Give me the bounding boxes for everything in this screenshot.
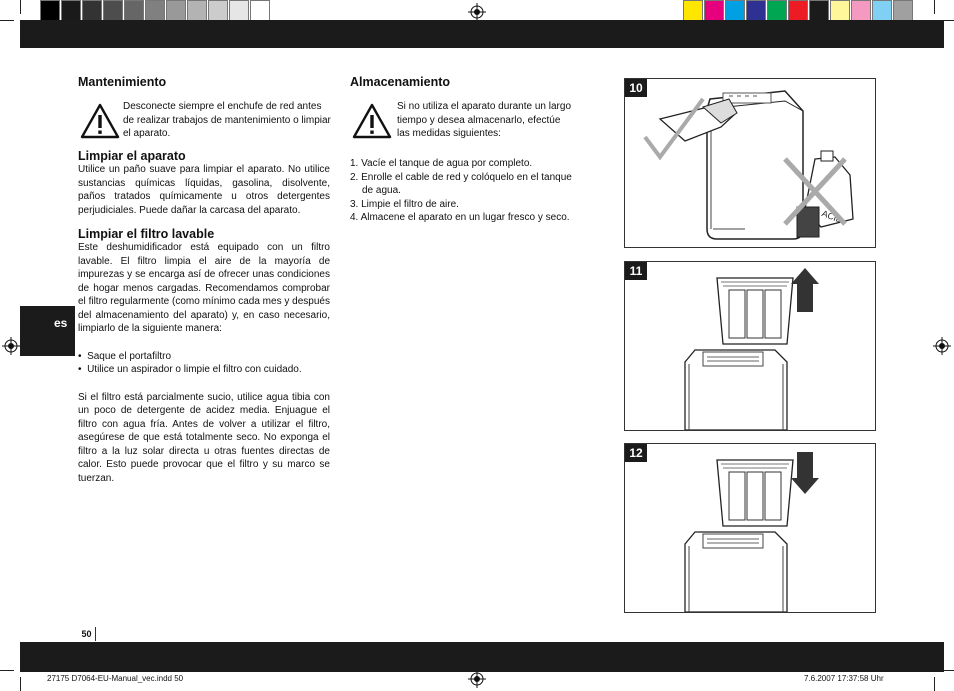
color-swatch xyxy=(767,0,787,21)
color-swatch xyxy=(788,0,808,21)
warning-box xyxy=(78,89,330,147)
cleaning-illustration xyxy=(625,79,875,247)
crop-mark xyxy=(934,0,935,14)
color-swatch xyxy=(746,0,766,21)
warning-box xyxy=(350,89,572,147)
list-item: • Utilice un aspirador o limpie el filtro con cuidado. xyxy=(78,364,302,375)
figure-number: 10 xyxy=(625,79,647,97)
section-title-limpiar-filtro: Limpiar el filtro lavable xyxy=(78,227,215,241)
color-swatch xyxy=(103,0,123,21)
bullet-list xyxy=(78,350,330,377)
registration-mark-icon xyxy=(468,3,486,21)
footer-bar xyxy=(20,642,944,672)
color-swatch xyxy=(809,0,829,21)
color-swatch xyxy=(893,0,913,21)
color-swatch xyxy=(851,0,871,21)
list-item: 2. Enrolle el cable de red y colóquelo en el tanque de agua. xyxy=(350,171,572,196)
figure-10 xyxy=(624,78,876,248)
color-swatch xyxy=(61,0,81,21)
filter-remove-illustration xyxy=(625,262,875,430)
color-swatch xyxy=(229,0,249,21)
section-title-limpiar-aparato: Limpiar el aparato xyxy=(78,149,186,163)
color-swatch xyxy=(830,0,850,21)
color-swatch xyxy=(166,0,186,21)
crop-mark xyxy=(0,670,14,671)
warning-text: Desconecte siempre el enchufe de red antes de realizar trabajos de mantenimiento o limpiar el aparato. xyxy=(123,101,331,139)
figure-12 xyxy=(624,443,876,613)
color-swatch xyxy=(187,0,207,21)
paragraph: Utilice un paño suave para limpiar el aparato. No utilice sustancias químicas líquidas, gasolina, disolvente, paños tratados químicamente u otros detergentes perjudiciales. Puede dañar la carcasa del aparato. xyxy=(78,164,330,216)
color-swatch xyxy=(250,0,270,21)
page-number: 50 xyxy=(78,627,96,641)
section-title-mantenimiento: Mantenimiento xyxy=(78,75,167,89)
footer-file-info: 27175 D7064-EU-Manual_vec.indd 50 xyxy=(47,674,184,683)
header-bar xyxy=(20,20,944,48)
color-swatch xyxy=(145,0,165,21)
footer-timestamp: 7.6.2007 17:37:58 Uhr xyxy=(804,674,884,683)
color-swatch xyxy=(82,0,102,21)
color-swatch xyxy=(872,0,892,21)
figure-number: 12 xyxy=(625,444,647,462)
gray-color-strip xyxy=(40,0,271,21)
registration-mark-icon xyxy=(468,670,486,688)
paragraph: Si el filtro está parcialmente sucio, utilice agua tibia con un poco de detergente de acidez media. Enjuague el filtro con agua fría. Antes de volver a utilizar el filtro, asegúrese de que está totalmente seco. No exponga el filtro a la luz solar directa u otras fuentes directas de calor. Esto puede provocar que el filtro y su marco se tuerzan. xyxy=(78,391,330,484)
paragraph: Este deshumidificador está equipado con un filtro lavable. El filtro limpia el aire de la mayoría de impurezas y se encarga así de ofrecer unas condiciones de hogar menos cargadas. Recomendamos comprobar el filtro regularmente (como mínimo cada mes y después del almacenamiento del aparato) y, en caso necesario, limpiarlo de la siguiente manera: xyxy=(78,242,330,334)
crop-mark xyxy=(20,677,21,691)
registration-mark-icon xyxy=(2,337,20,355)
crop-mark xyxy=(0,20,14,21)
crop-mark xyxy=(20,0,21,14)
color-swatch xyxy=(124,0,144,21)
language-tab: es xyxy=(20,306,75,356)
color-swatch xyxy=(704,0,724,21)
registration-mark-icon xyxy=(933,337,951,355)
warning-text: Si no utiliza el aparato durante un largo tiempo y desea almacenarlo, efectúe las medidas siguientes: xyxy=(397,101,572,139)
figure-number: 11 xyxy=(625,262,647,280)
section-title-almacenamiento: Almacenamiento xyxy=(350,75,451,89)
list-item: • Saque el portafiltro xyxy=(78,350,172,362)
list-item: 1. Vacíe el tanque de agua por completo. xyxy=(350,158,533,169)
crop-mark xyxy=(934,677,935,691)
color-swatch xyxy=(40,0,60,21)
list-item: 3. Limpie el filtro de aire. xyxy=(350,198,459,210)
color-strip xyxy=(683,0,914,21)
color-swatch xyxy=(683,0,703,21)
list-item: 4. Almacene el aparato en un lugar fresco y seco. xyxy=(350,212,570,223)
color-swatch xyxy=(725,0,745,21)
warning-triangle-icon xyxy=(80,103,120,139)
color-swatch xyxy=(208,0,228,21)
warning-triangle-icon xyxy=(352,103,392,139)
column-left xyxy=(78,75,330,485)
acid-label: ACID xyxy=(820,208,845,226)
figure-11 xyxy=(624,261,876,431)
numbered-list xyxy=(350,157,572,225)
column-middle xyxy=(350,75,572,225)
filter-insert-illustration xyxy=(625,444,875,612)
